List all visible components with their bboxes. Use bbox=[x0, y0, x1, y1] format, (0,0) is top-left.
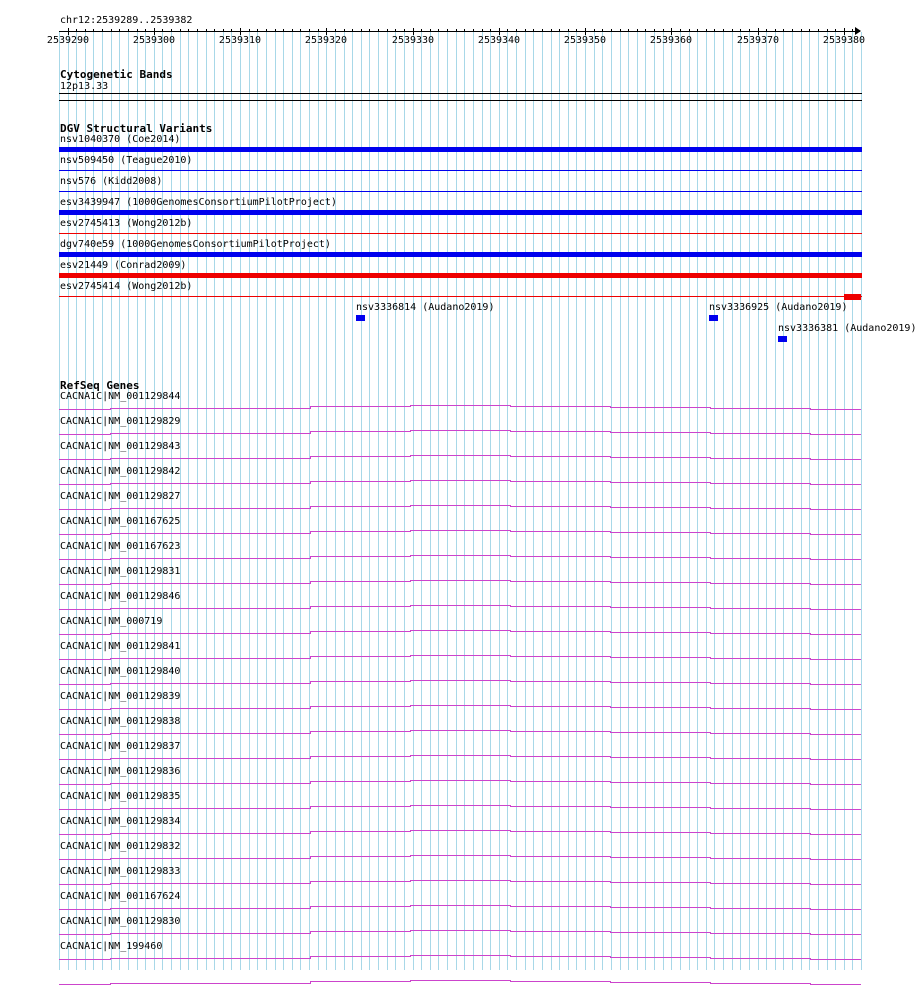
dgv-variant-label: esv2745414 (Wong2012b) bbox=[60, 281, 193, 292]
refseq-gene-segment bbox=[810, 909, 861, 910]
refseq-gene-segment bbox=[510, 431, 610, 432]
dgv-variant-bar bbox=[59, 147, 862, 152]
ruler-tick-label: 2539360 bbox=[649, 35, 693, 46]
refseq-gene-segment bbox=[110, 783, 310, 784]
refseq-gene-segment bbox=[510, 606, 610, 607]
refseq-gene-segment bbox=[510, 481, 610, 482]
track-title-cytogenetic-bands: Cytogenetic Bands bbox=[60, 68, 173, 81]
refseq-gene-segment bbox=[710, 833, 810, 834]
refseq-gene-segment bbox=[110, 508, 310, 509]
refseq-gene-segment bbox=[710, 633, 810, 634]
refseq-gene-label: CACNA1C|NM_001129839 bbox=[60, 691, 181, 702]
refseq-gene-segment bbox=[310, 631, 410, 632]
ruler-tick-label: 2539350 bbox=[563, 35, 607, 46]
refseq-gene-segment bbox=[610, 532, 710, 533]
refseq-gene-segment bbox=[310, 656, 410, 657]
refseq-gene-segment bbox=[110, 883, 310, 884]
refseq-gene-segment bbox=[410, 905, 510, 906]
refseq-gene-segment bbox=[59, 809, 110, 810]
refseq-gene-segment bbox=[610, 457, 710, 458]
refseq-gene-segment bbox=[410, 680, 510, 681]
refseq-gene-label: CACNA1C|NM_000719 bbox=[60, 616, 163, 627]
refseq-gene-segment bbox=[710, 908, 810, 909]
refseq-gene-segment bbox=[110, 483, 310, 484]
refseq-gene-segment bbox=[59, 459, 110, 460]
refseq-gene-segment bbox=[510, 931, 610, 932]
dgv-variant-bar bbox=[59, 210, 862, 215]
refseq-gene-segment bbox=[710, 408, 810, 409]
refseq-gene-segment bbox=[810, 809, 861, 810]
refseq-gene-segment bbox=[810, 484, 861, 485]
refseq-gene-segment bbox=[410, 755, 510, 756]
refseq-gene-segment bbox=[610, 482, 710, 483]
refseq-gene-segment bbox=[410, 480, 510, 481]
refseq-gene-segment bbox=[59, 734, 110, 735]
refseq-gene-segment bbox=[810, 659, 861, 660]
refseq-gene-segment bbox=[710, 983, 810, 984]
refseq-gene-segment bbox=[59, 534, 110, 535]
refseq-gene-label: CACNA1C|NM_001129827 bbox=[60, 491, 181, 502]
refseq-gene-segment bbox=[110, 808, 310, 809]
refseq-gene-segment bbox=[110, 408, 310, 409]
refseq-gene-segment bbox=[110, 958, 310, 959]
refseq-gene-segment bbox=[510, 406, 610, 407]
refseq-gene-segment bbox=[410, 505, 510, 506]
refseq-gene-segment bbox=[59, 659, 110, 660]
refseq-gene-segment bbox=[110, 608, 310, 609]
refseq-gene-label: CACNA1C|NM_001129842 bbox=[60, 466, 181, 477]
refseq-gene-segment bbox=[510, 981, 610, 982]
refseq-gene-segment bbox=[810, 959, 861, 960]
refseq-gene-segment bbox=[610, 407, 710, 408]
refseq-gene-segment bbox=[59, 909, 110, 910]
refseq-gene-segment bbox=[810, 709, 861, 710]
refseq-gene-segment bbox=[310, 731, 410, 732]
refseq-gene-label: CACNA1C|NM_001129844 bbox=[60, 391, 181, 402]
refseq-gene-segment bbox=[610, 807, 710, 808]
refseq-gene-segment bbox=[610, 732, 710, 733]
ruler-tick-label: 2539300 bbox=[132, 35, 176, 46]
refseq-gene-segment bbox=[59, 784, 110, 785]
refseq-gene-segment bbox=[810, 609, 861, 610]
refseq-gene-segment bbox=[810, 509, 861, 510]
refseq-gene-label: CACNA1C|NM_001129841 bbox=[60, 641, 181, 652]
refseq-gene-segment bbox=[510, 781, 610, 782]
refseq-gene-segment bbox=[410, 580, 510, 581]
refseq-gene-label: CACNA1C|NM_001129846 bbox=[60, 591, 181, 602]
dgv-variant-label: nsv509450 (Teague2010) bbox=[60, 155, 193, 166]
refseq-gene-segment bbox=[59, 859, 110, 860]
refseq-gene-segment bbox=[110, 633, 310, 634]
refseq-gene-segment bbox=[710, 783, 810, 784]
refseq-gene-segment bbox=[510, 756, 610, 757]
refseq-gene-segment bbox=[510, 731, 610, 732]
refseq-gene-segment bbox=[59, 584, 110, 585]
refseq-gene-segment bbox=[810, 884, 861, 885]
refseq-gene-segment bbox=[310, 606, 410, 607]
refseq-gene-segment bbox=[59, 609, 110, 610]
refseq-gene-segment bbox=[110, 433, 310, 434]
refseq-gene-segment bbox=[810, 434, 861, 435]
refseq-gene-segment bbox=[810, 584, 861, 585]
refseq-gene-segment bbox=[410, 705, 510, 706]
refseq-gene-segment bbox=[410, 455, 510, 456]
refseq-gene-segment bbox=[110, 558, 310, 559]
dgv-small-feature-label: nsv3336925 (Audano2019) bbox=[709, 302, 848, 313]
dgv-small-feature-label: nsv3336814 (Audano2019) bbox=[356, 302, 495, 313]
ruler-tick-label: 2539330 bbox=[391, 35, 435, 46]
refseq-gene-segment bbox=[810, 734, 861, 735]
refseq-gene-segment bbox=[710, 558, 810, 559]
ruler-tick-label: 2539370 bbox=[736, 35, 780, 46]
refseq-gene-segment bbox=[59, 434, 110, 435]
refseq-gene-segment bbox=[610, 957, 710, 958]
refseq-gene-label: CACNA1C|NM_001167625 bbox=[60, 516, 181, 527]
refseq-gene-segment bbox=[410, 630, 510, 631]
refseq-gene-segment bbox=[110, 933, 310, 934]
refseq-gene-segment bbox=[610, 982, 710, 983]
refseq-gene-segment bbox=[310, 681, 410, 682]
dgv-variant-bar bbox=[59, 273, 862, 278]
refseq-gene-segment bbox=[310, 806, 410, 807]
refseq-gene-segment bbox=[59, 709, 110, 710]
refseq-gene-segment bbox=[710, 858, 810, 859]
refseq-gene-segment bbox=[810, 684, 861, 685]
refseq-gene-segment bbox=[810, 784, 861, 785]
refseq-gene-segment bbox=[710, 933, 810, 934]
refseq-gene-segment bbox=[310, 706, 410, 707]
refseq-gene-segment bbox=[810, 834, 861, 835]
dgv-variant-bar bbox=[59, 296, 862, 297]
refseq-gene-segment bbox=[410, 555, 510, 556]
refseq-gene-segment bbox=[810, 934, 861, 935]
refseq-gene-segment bbox=[59, 884, 110, 885]
refseq-gene-segment bbox=[110, 683, 310, 684]
refseq-gene-segment bbox=[610, 857, 710, 858]
refseq-gene-segment bbox=[810, 459, 861, 460]
dgv-variant-bar bbox=[59, 252, 862, 257]
refseq-gene-segment bbox=[410, 830, 510, 831]
refseq-gene-segment bbox=[810, 759, 861, 760]
refseq-gene-segment bbox=[510, 831, 610, 832]
refseq-gene-segment bbox=[510, 806, 610, 807]
dgv-end-feature-bar bbox=[844, 294, 861, 300]
cytoband-label: 12p13.33 bbox=[60, 81, 109, 92]
refseq-gene-segment bbox=[59, 409, 110, 410]
refseq-gene-label: CACNA1C|NM_001129840 bbox=[60, 666, 181, 677]
refseq-gene-segment bbox=[510, 556, 610, 557]
refseq-gene-segment bbox=[710, 583, 810, 584]
region-label: chr12:2539289..2539382 bbox=[60, 15, 193, 26]
refseq-gene-segment bbox=[710, 608, 810, 609]
refseq-gene-segment bbox=[710, 458, 810, 459]
refseq-gene-segment bbox=[610, 682, 710, 683]
refseq-gene-label: CACNA1C|NM_001129833 bbox=[60, 866, 181, 877]
dgv-variant-label: esv21449 (Conrad2009) bbox=[60, 260, 187, 271]
refseq-gene-segment bbox=[410, 655, 510, 656]
refseq-gene-segment bbox=[310, 881, 410, 882]
refseq-gene-segment bbox=[110, 983, 310, 984]
refseq-gene-segment bbox=[710, 683, 810, 684]
refseq-gene-segment bbox=[310, 781, 410, 782]
refseq-gene-label: CACNA1C|NM_001129836 bbox=[60, 766, 181, 777]
refseq-gene-segment bbox=[410, 430, 510, 431]
refseq-gene-segment bbox=[59, 634, 110, 635]
refseq-gene-segment bbox=[410, 880, 510, 881]
refseq-gene-segment bbox=[510, 956, 610, 957]
refseq-gene-segment bbox=[310, 856, 410, 857]
dgv-variant-bar bbox=[59, 170, 862, 171]
refseq-gene-label: CACNA1C|NM_001129843 bbox=[60, 441, 181, 452]
refseq-gene-segment bbox=[610, 907, 710, 908]
dgv-variant-label: nsv576 (Kidd2008) bbox=[60, 176, 163, 187]
refseq-gene-label: CACNA1C|NM_001167624 bbox=[60, 891, 181, 902]
refseq-gene-label: CACNA1C|NM_001129832 bbox=[60, 841, 181, 852]
cytoband-line-top bbox=[59, 93, 862, 94]
refseq-gene-segment bbox=[59, 934, 110, 935]
dgv-variant-label: esv2745413 (Wong2012b) bbox=[60, 218, 193, 229]
refseq-gene-segment bbox=[710, 533, 810, 534]
refseq-gene-segment bbox=[610, 582, 710, 583]
refseq-gene-segment bbox=[510, 531, 610, 532]
refseq-gene-segment bbox=[610, 707, 710, 708]
dgv-small-feature-box bbox=[778, 336, 787, 342]
refseq-gene-segment bbox=[510, 906, 610, 907]
refseq-gene-segment bbox=[810, 859, 861, 860]
refseq-gene-segment bbox=[410, 930, 510, 931]
refseq-gene-segment bbox=[110, 658, 310, 659]
track-title-refseq-genes: RefSeq Genes bbox=[60, 379, 140, 392]
refseq-gene-segment bbox=[110, 708, 310, 709]
refseq-gene-segment bbox=[110, 758, 310, 759]
refseq-gene-segment bbox=[310, 406, 410, 407]
refseq-gene-segment bbox=[610, 557, 710, 558]
refseq-gene-segment bbox=[310, 431, 410, 432]
refseq-gene-segment bbox=[710, 733, 810, 734]
refseq-gene-segment bbox=[810, 409, 861, 410]
dgv-small-feature-box bbox=[709, 315, 718, 321]
refseq-gene-segment bbox=[410, 530, 510, 531]
refseq-gene-segment bbox=[610, 882, 710, 883]
refseq-gene-segment bbox=[610, 657, 710, 658]
refseq-gene-segment bbox=[510, 681, 610, 682]
refseq-gene-segment bbox=[510, 506, 610, 507]
refseq-gene-segment bbox=[810, 559, 861, 560]
dgv-variant-bar bbox=[59, 191, 862, 192]
refseq-gene-label: CACNA1C|NM_001129834 bbox=[60, 816, 181, 827]
dgv-variant-label: nsv1040370 (Coe2014) bbox=[60, 134, 181, 145]
refseq-gene-segment bbox=[710, 883, 810, 884]
refseq-gene-segment bbox=[410, 805, 510, 806]
dgv-small-feature-label: nsv3336381 (Audano2019) bbox=[778, 323, 916, 334]
refseq-gene-label: CACNA1C|NM_001129829 bbox=[60, 416, 181, 427]
refseq-gene-segment bbox=[610, 432, 710, 433]
refseq-gene-segment bbox=[310, 956, 410, 957]
dgv-variant-bar bbox=[59, 233, 862, 234]
refseq-gene-segment bbox=[610, 832, 710, 833]
ruler-tick-label: 2539380 bbox=[822, 35, 866, 46]
refseq-gene-segment bbox=[710, 958, 810, 959]
refseq-gene-segment bbox=[510, 706, 610, 707]
refseq-gene-segment bbox=[110, 908, 310, 909]
refseq-gene-segment bbox=[310, 981, 410, 982]
refseq-gene-segment bbox=[510, 856, 610, 857]
refseq-gene-segment bbox=[59, 684, 110, 685]
refseq-gene-segment bbox=[410, 605, 510, 606]
refseq-gene-segment bbox=[110, 458, 310, 459]
refseq-gene-segment bbox=[310, 756, 410, 757]
refseq-gene-segment bbox=[710, 433, 810, 434]
refseq-gene-segment bbox=[410, 955, 510, 956]
ruler-tick-label: 2539340 bbox=[477, 35, 521, 46]
refseq-gene-segment bbox=[810, 534, 861, 535]
refseq-gene-label: CACNA1C|NM_001167623 bbox=[60, 541, 181, 552]
refseq-gene-segment bbox=[59, 484, 110, 485]
refseq-gene-segment bbox=[510, 656, 610, 657]
refseq-gene-segment bbox=[710, 708, 810, 709]
refseq-gene-segment bbox=[410, 855, 510, 856]
refseq-gene-segment bbox=[310, 556, 410, 557]
refseq-gene-segment bbox=[110, 733, 310, 734]
refseq-gene-segment bbox=[710, 808, 810, 809]
refseq-gene-label: CACNA1C|NM_199460 bbox=[60, 941, 163, 952]
refseq-gene-segment bbox=[510, 456, 610, 457]
dgv-variant-label: esv3439947 (1000GenomesConsortiumPilotProject) bbox=[60, 197, 337, 208]
refseq-gene-segment bbox=[310, 481, 410, 482]
refseq-gene-segment bbox=[59, 559, 110, 560]
refseq-gene-segment bbox=[310, 456, 410, 457]
refseq-gene-label: CACNA1C|NM_001129837 bbox=[60, 741, 181, 752]
refseq-gene-segment bbox=[59, 759, 110, 760]
refseq-gene-label: CACNA1C|NM_001129838 bbox=[60, 716, 181, 727]
refseq-gene-segment bbox=[310, 531, 410, 532]
refseq-gene-segment bbox=[110, 583, 310, 584]
refseq-gene-segment bbox=[310, 831, 410, 832]
refseq-gene-segment bbox=[710, 658, 810, 659]
track-title-dgv-structural-variants: DGV Structural Variants bbox=[60, 122, 213, 135]
refseq-gene-segment bbox=[310, 931, 410, 932]
refseq-gene-segment bbox=[59, 834, 110, 835]
refseq-gene-segment bbox=[310, 506, 410, 507]
refseq-gene-segment bbox=[410, 405, 510, 406]
refseq-gene-label: CACNA1C|NM_001129831 bbox=[60, 566, 181, 577]
refseq-gene-segment bbox=[110, 533, 310, 534]
refseq-gene-segment bbox=[710, 758, 810, 759]
ruler-tick-label: 2539310 bbox=[218, 35, 262, 46]
dgv-variant-label: dgv740e59 (1000GenomesConsortiumPilotProject) bbox=[60, 239, 331, 250]
refseq-gene-segment bbox=[410, 980, 510, 981]
refseq-gene-segment bbox=[710, 483, 810, 484]
refseq-gene-segment bbox=[59, 959, 110, 960]
refseq-gene-segment bbox=[110, 833, 310, 834]
refseq-gene-segment bbox=[410, 730, 510, 731]
refseq-gene-label: CACNA1C|NM_001129830 bbox=[60, 916, 181, 927]
refseq-gene-segment bbox=[510, 881, 610, 882]
refseq-gene-segment bbox=[310, 581, 410, 582]
refseq-gene-segment bbox=[810, 634, 861, 635]
refseq-gene-segment bbox=[510, 581, 610, 582]
refseq-gene-segment bbox=[510, 631, 610, 632]
refseq-gene-segment bbox=[610, 932, 710, 933]
refseq-gene-segment bbox=[710, 508, 810, 509]
dgv-small-feature-box bbox=[356, 315, 365, 321]
refseq-gene-segment bbox=[410, 780, 510, 781]
ruler-tick-label: 2539320 bbox=[304, 35, 348, 46]
ruler-tick-label: 2539290 bbox=[46, 35, 90, 46]
refseq-gene-label: CACNA1C|NM_001129835 bbox=[60, 791, 181, 802]
cytoband-line-bottom bbox=[59, 100, 862, 101]
refseq-gene-segment bbox=[59, 509, 110, 510]
refseq-gene-segment bbox=[110, 858, 310, 859]
refseq-gene-segment bbox=[610, 632, 710, 633]
refseq-gene-segment bbox=[610, 507, 710, 508]
refseq-gene-segment bbox=[610, 757, 710, 758]
refseq-gene-segment bbox=[610, 607, 710, 608]
refseq-gene-segment bbox=[310, 906, 410, 907]
refseq-gene-segment bbox=[610, 782, 710, 783]
